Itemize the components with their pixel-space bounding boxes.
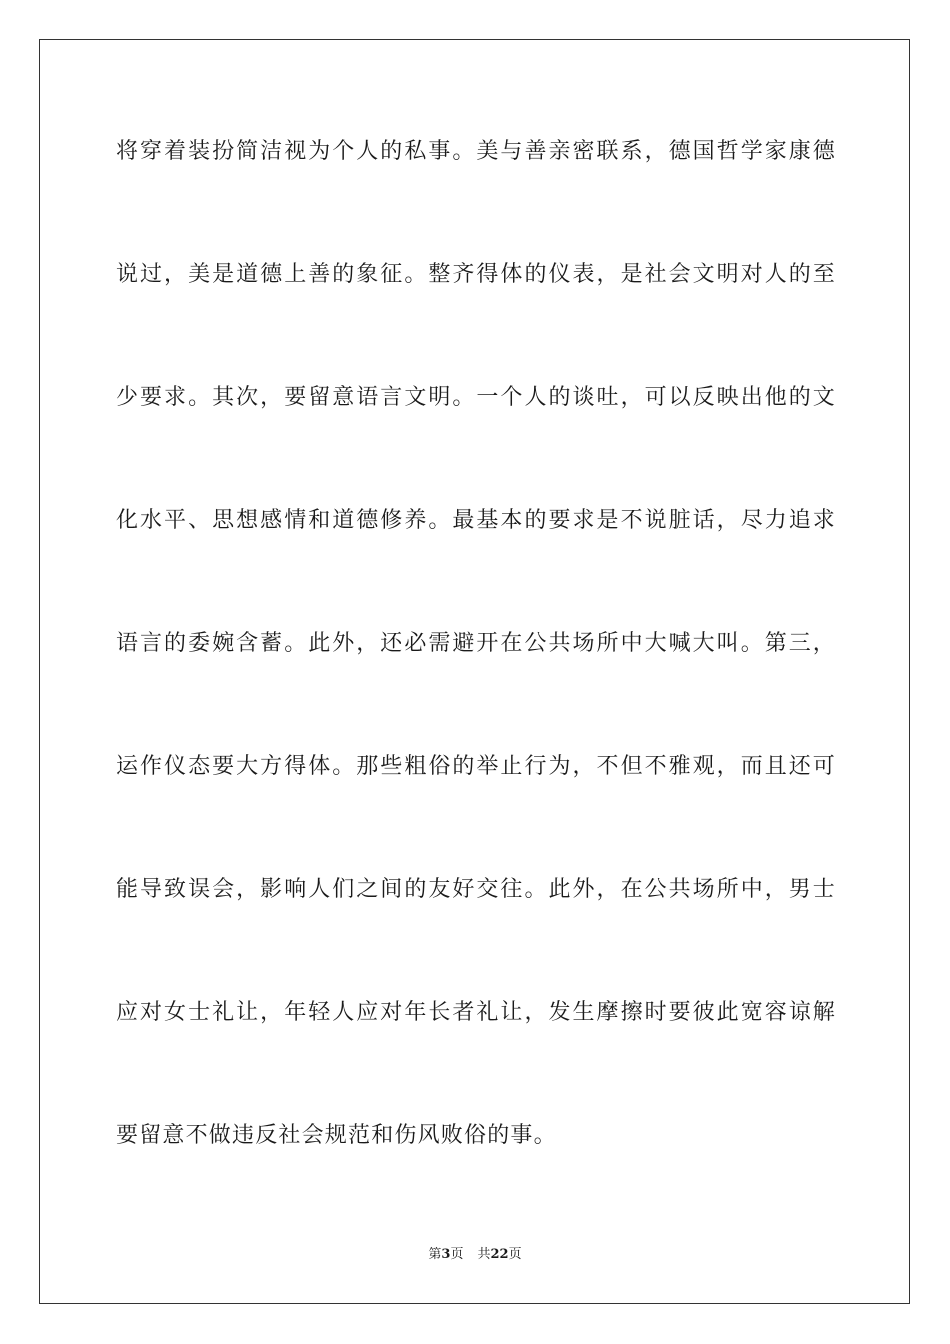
page-total: 22: [490, 1247, 509, 1262]
text-line-8: 应对女士礼让，年轻人应对年长者礼让，发生摩擦时要彼此宽容谅解: [116, 1000, 836, 1025]
text-line-5: 语言的委婉含蓄。此外，还必需避开在公共场所中大喊大叫。第三，: [116, 631, 836, 656]
total-suffix: 页: [508, 1247, 522, 1262]
text-line-4: 化水平、思想感情和道德修养。最基本的要求是不说脏话，尽力追求: [116, 508, 836, 533]
total-prefix: 共: [477, 1247, 491, 1262]
text-line-6: 运作仪态要大方得体。那些粗俗的举止行为，不但不雅观，而且还可: [116, 754, 836, 779]
page-current: 3: [441, 1247, 451, 1262]
text-line-3: 少要求。其次，要留意语言文明。一个人的谈吐，可以反映出他的文: [116, 385, 836, 410]
page-suffix: 页: [450, 1247, 464, 1262]
text-line-7: 能导致误会，影响人们之间的友好交往。此外，在公共场所中，男士: [116, 877, 836, 902]
text-line-1: 将穿着装扮简洁视为个人的私事。美与善亲密联系，德国哲学家康德: [116, 139, 836, 164]
page-prefix: 第: [428, 1247, 442, 1262]
text-line-9: 要留意不做违反社会规范和伤风败俗的事。: [116, 1123, 557, 1148]
page-footer: [0, 1246, 950, 1264]
text-line-2: 说过，美是道德上善的象征。整齐得体的仪表，是社会文明对人的至: [116, 262, 836, 287]
page-border: [39, 39, 910, 1304]
